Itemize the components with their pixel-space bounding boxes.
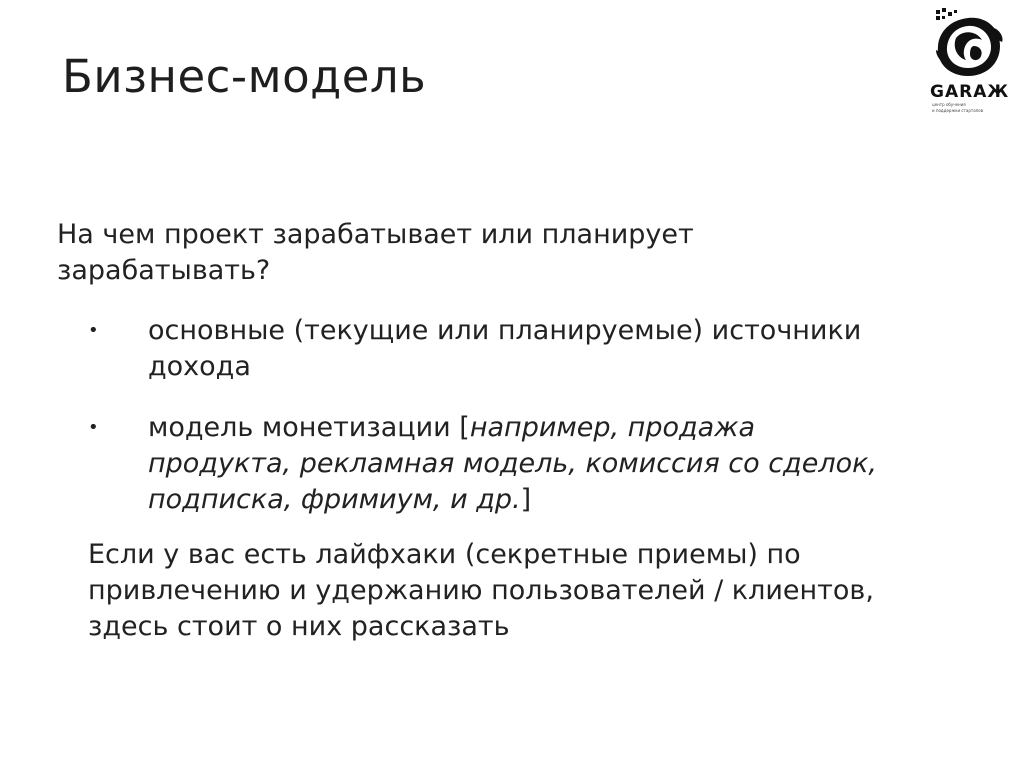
bullet-text: основные (текущие или планируемые) источники дохода <box>148 315 862 382</box>
bullet-list <box>88 313 878 543</box>
bullet-text-examples: например, продажа продукта, рекламная модель, комиссия со сделок, подписка, фримиум, и др. <box>148 412 877 515</box>
logo-wordmark: GARAЖ <box>930 82 1010 102</box>
bullet-text-prefix: модель монетизации [ <box>148 412 470 443</box>
bullet-text-suffix: ] <box>520 484 532 515</box>
intro-question: На чем проект зарабатывает или планирует зарабатывать? <box>57 219 694 286</box>
list-item <box>88 410 878 518</box>
bullet-marker: • <box>88 417 99 438</box>
bullet-text <box>148 412 877 515</box>
garage-emblem-icon <box>928 8 1008 82</box>
lifehacks-note: Если у вас есть лайфхаки (секретные приемы) по привлечению и удержанию пользователей / клиентов, здесь стоит о них рассказать <box>88 539 874 642</box>
logo-tagline-line2: и поддержки стартапов <box>932 108 984 113</box>
bullet-marker: • <box>88 320 99 341</box>
garage-logo <box>928 8 1008 114</box>
slide-title: Бизнес-модель <box>62 50 427 103</box>
logo-tagline-line1: центр обучения <box>932 102 966 107</box>
list-item <box>88 313 878 385</box>
